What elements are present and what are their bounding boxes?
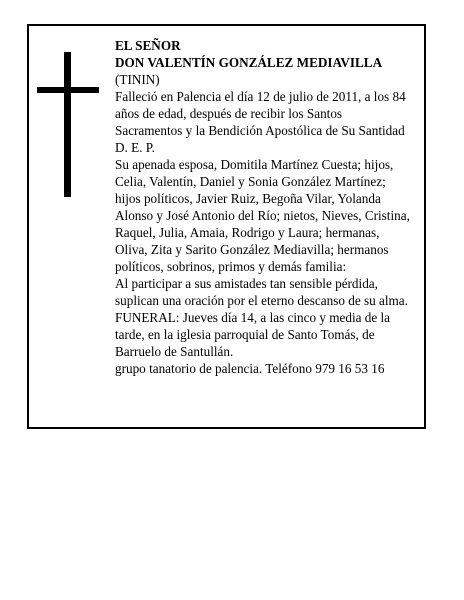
cross-vertical-bar [64, 52, 71, 197]
request-line: Al participar a sus amistades tan sensible pérdida, [115, 276, 378, 291]
death-notice-line: D. E. P. [115, 140, 155, 155]
death-notice-line: años de edad, después de recibir los Santos [115, 106, 343, 121]
death-notice-line: Falleció en Palencia el día 12 de julio de 2011, a los 84 [115, 89, 406, 104]
family-line: hijos políticos, Javier Ruiz, Begoña Vilar, Yolanda [115, 191, 381, 206]
deceased-name: DON VALENTÍN GONZÁLEZ MEDIAVILLA [115, 55, 383, 70]
family-line: Alonso y José Antonio del Río; nietos, Nieves, Cristina, [115, 208, 410, 223]
funeral-line: FUNERAL: Jueves día 14, a las cinco y media de la [115, 310, 391, 325]
heading-title: EL SEÑOR [115, 38, 181, 53]
family-line: Celia, Valentín, Daniel y Sonia González Martínez; [115, 174, 386, 189]
contact-line: grupo tanatorio de palencia. Teléfono 979 16 53 16 [115, 361, 385, 376]
family-line: políticos, sobrinos, primos y demás familia: [115, 259, 347, 274]
death-notice-line: Sacramentos y la Bendición Apostólica de Su Santidad [115, 123, 405, 138]
family-line: Su apenada esposa, Domitila Martínez Cuesta; hijos, [115, 157, 394, 172]
funeral-line: Barruelo de Santullán. [115, 344, 234, 359]
deceased-nickname: (TININ) [115, 72, 160, 87]
obituary-text [115, 37, 421, 377]
family-line: Raquel, Julia, Amaia, Rodrigo y Laura; hermanas, [115, 225, 380, 240]
family-line: Oliva, Zita y Sarito González Mediavilla; hermanos [115, 242, 389, 257]
cross-icon [37, 52, 99, 197]
request-line: suplican una oración por el eterno descanso de su alma. [115, 293, 408, 308]
funeral-line: tarde, en la iglesia parroquial de Santo Tomás, de [115, 327, 375, 342]
cross-horizontal-bar [37, 87, 99, 93]
